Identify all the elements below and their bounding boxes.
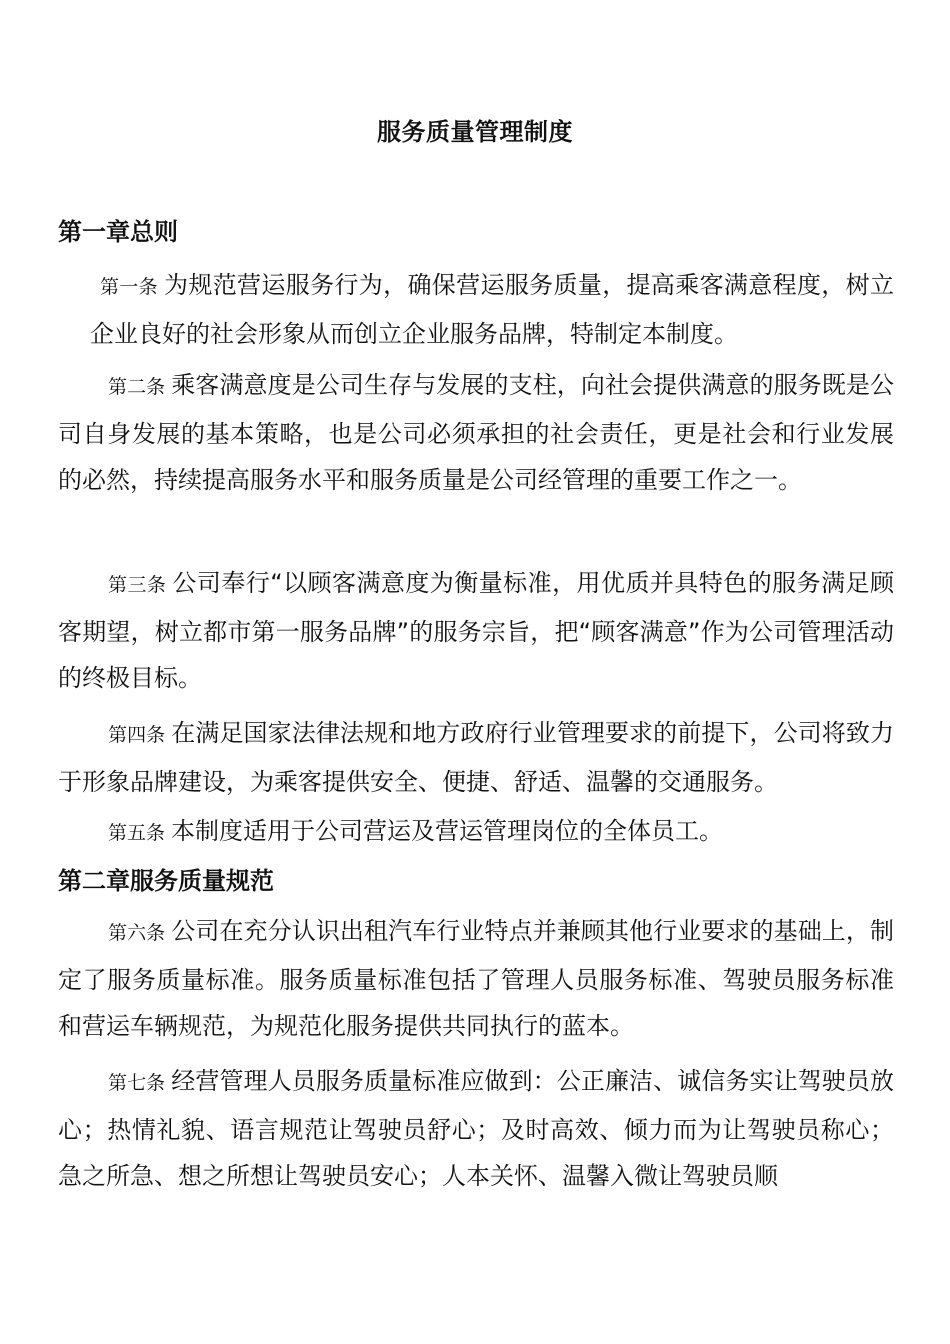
article-7 — [58, 1058, 894, 1200]
article-number: 第一条 — [100, 276, 159, 298]
article-number: 第五条 — [108, 822, 166, 844]
article-number: 第三条 — [108, 574, 167, 596]
article-6 — [58, 908, 894, 1050]
article-5 — [58, 808, 894, 857]
article-text: 乘客满意度是公司生存与发展的支柱，向社会提供满意的服务既是公司自身发展的基本策略，也是公司必须承担的社会责任，更是社会和行业发展的必然，持续提高服务水平和服务质量是公司经管理的重要工作之一。 — [58, 371, 894, 494]
article-4 — [58, 710, 894, 805]
article-text: 本制度适用于公司营运及营运管理岗位的全体员工。 — [171, 817, 724, 845]
article-1 — [90, 262, 894, 357]
article-text: 在满足国家法律法规和地方政府行业管理要求的前提下，公司将致力于形象品牌建设，为乘客提供安全、便捷、舒适、温馨的交通服务。 — [58, 719, 894, 796]
article-text: 经营管理人员服务质量标准应做到：公正廉洁、诚信务实让驾驶员放心；热情礼貌、语言规范让驾驶员舒心；及时高效、倾力而为让驾驶员称心；急之所急、想之所想让驾驶员安心；人本关怀、温馨入微让驾驶员顺 — [58, 1067, 894, 1190]
document-title: 服务质量管理制度 — [377, 118, 573, 146]
article-number: 第六条 — [108, 922, 166, 944]
article-text: 公司在充分认识出租汽车行业特点并兼顾其他行业要求的基础上，制定了服务质量标准。服务质量标准包括了管理人员服务标准、驾驶员服务标准和营运车辆规范，为规范化服务提供共同执行的蓝本。 — [58, 917, 894, 1040]
article-number: 第四条 — [108, 724, 166, 746]
article-2 — [58, 362, 894, 504]
article-text: 为规范营运服务行为，确保营运服务质量，提高乘客满意程度，树立企业良好的社会形象从而创立企业服务品牌，特制定本制度。 — [90, 271, 894, 348]
chapter-heading-1: 第一章总则 — [58, 218, 178, 246]
article-3 — [58, 560, 894, 702]
chapter-heading-2: 第二章服务质量规范 — [58, 867, 274, 895]
article-text: 公司奉行“以顾客满意度为衡量标准，用优质并具特色的服务满足顾客期望，树立都市第一服务品牌”的服务宗旨，把“顾客满意”作为公司管理活动的终极目标。 — [58, 569, 894, 692]
article-number: 第七条 — [108, 1072, 166, 1094]
article-number: 第二条 — [108, 376, 166, 398]
